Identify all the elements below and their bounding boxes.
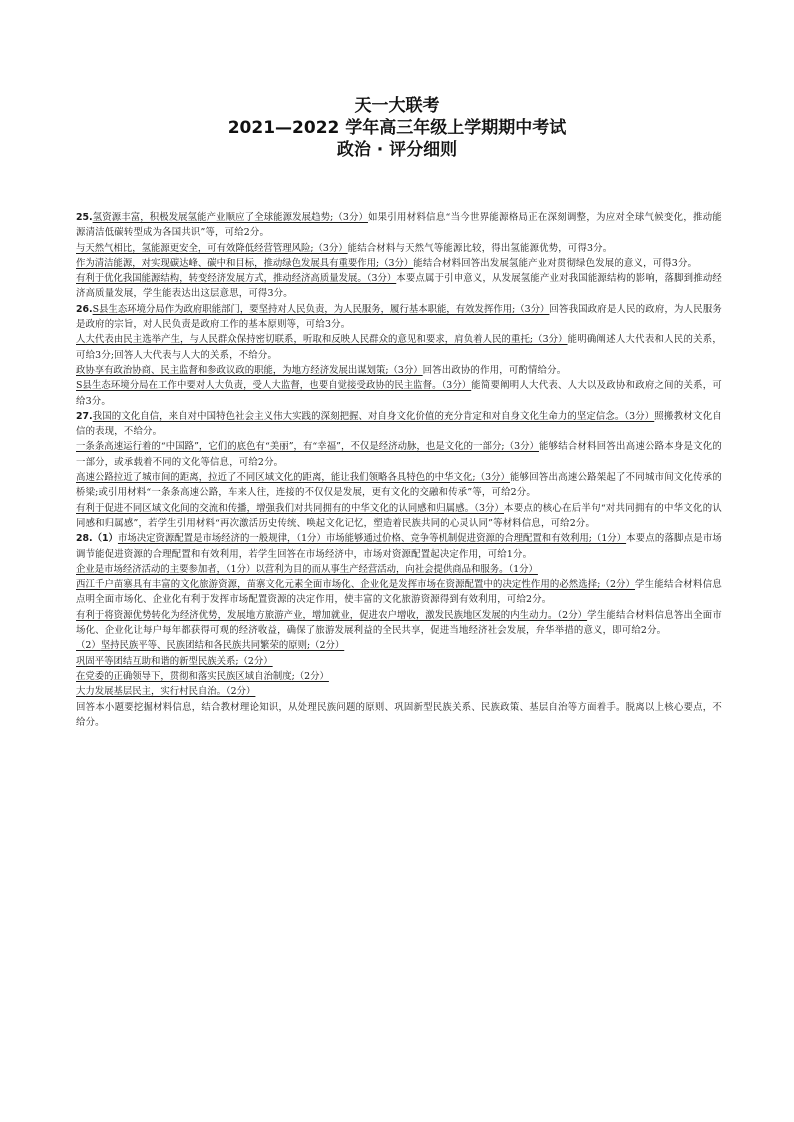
answer-point: S县生态环境分局在工作中要对人大负责，受人大监督，也要自觉接受政协的民主监督。（3分）: [76, 380, 472, 392]
answer-point: 西江千户苗寨具有丰富的文化旅游资源，苗寨文化元素全面市场化、企业化是发挥市场在资源配置中的决定性作用的必然选择;（2分）: [76, 579, 635, 591]
grading-note: 能够回答出高速公路架起了不同城市间文化传承的桥梁;或引用材料“一条条高速公路，车来人往，连接的不仅仅是发展，更有文化的交融和传承”等，可给2分。: [76, 472, 722, 499]
answer-point: 人大代表由民主选举产生，与人民群众保持密切联系，听取和反映人民群众的意见和要求，肩负着人民的重托;（3分）: [76, 334, 568, 346]
q28-point-5: [76, 638, 722, 653]
answer-point: 与天然气相比，氢能源更安全，可有效降低经营管理风险;（3分）: [76, 242, 348, 254]
grading-note: 能明确阐述人大代表和人民的关系，可给3分;回答人大代表与人大的关系，不给分。: [76, 334, 723, 361]
grading-note: 本要点的核心在后半句“对共同拥有的中华文化的认同感和归属感”，若学生引用材料“再次激活历史传统、唤起文化记忆，塑造着民族共同的心灵认同”等材料信息，可给2分。: [76, 502, 722, 529]
grading-note: 学生能结合材料信息答出全面市场化、企业化让每户每年都获得可观的经济收益，确保了旅游发展利益的全民共享，促进当地经济社会发展，弁华举措的意义，即可给2分。: [76, 609, 722, 637]
answer-point: 在党委的正确领导下，贯彻和落实民族区域自治制度;（2分）: [76, 670, 329, 682]
answer-point: 企业是市场经济活动的主要参加者，（1分）以营利为目的而从事生产经营活动，向社会提供商品和服务。（1分）: [76, 563, 538, 575]
answer-point: 有利于促进不同区域文化间的交流和传播，增强我们对共同拥有的中华文化的认同感和归属感。（3分）: [76, 502, 505, 514]
grading-note: 能够结合材料回答出高速公路本身是文化的一部分，或承载着不同的文化等信息，可给2分。: [76, 441, 722, 468]
grading-note: 如果引用材料信息“当今世界能源格局正在深刻调整，为应对全球气候变化，推动能源清洁低碳转型成为各国共识”等，可给2分。: [76, 212, 722, 239]
answer-point: 一条条高速运行着的“中国路”，它们的底色有“美丽”，有“幸福”，不仅是经济动脉，也是文化的一部分;（3分）: [76, 441, 539, 453]
grading-note: 回答我国政府是人民的政府，为人民服务是政府的宗旨，对人民负责是政府工作的基本原则等，可给3分。: [76, 303, 722, 331]
q25-point-3: [76, 256, 722, 271]
question-number: 26.: [76, 303, 93, 315]
question-25: [76, 210, 722, 302]
q25-point-2: [76, 241, 722, 256]
answer-point: 市场决定资源配置是市场经济的一般规律，（1分）市场能够通过价格、竞争等机制促进资源的合理配置和有效利用;（1分）: [117, 533, 627, 545]
grading-note: 能结合材料与天然气等能源比较，得出氢能源优势，可得3分。: [347, 242, 613, 254]
q25-point-1: [76, 210, 722, 241]
q28-point-7: [76, 669, 722, 684]
grading-note: 能结合材料回答出发展氢能产业对贯彻绿色发展的意义，可得3分。: [413, 257, 698, 269]
answer-point: S县生态环境分局作为政府职能部门，要坚持对人民负责，为人民服务，履行基本职能，有效发挥作用;（3分）: [92, 303, 550, 315]
grading-note: 本要点的落脚点是市场调节能促进资源的合理配置和有效利用，若学生回答在市场经济中，市场对资源配置起决定作用，可给1分。: [76, 533, 722, 560]
answer-point: 我国的文化自信，来自对中国特色社会主义伟大实践的深刻把握、对自身文化价值的充分肯定和对自身文化生命力的坚定信念。（3分）: [92, 410, 655, 422]
q28-point-8: [76, 684, 722, 699]
q25-point-4: [76, 271, 722, 302]
answer-point: 高速公路拉近了城市间的距离，拉近了不同区域文化的距离，能让我们领略各具特色的中华文化;（3分）: [76, 472, 510, 484]
q28-point-2: [76, 562, 722, 577]
q26-point-1: [76, 302, 722, 333]
grading-note: 照搬教材文化自信的表现，不给分。: [76, 410, 722, 438]
answer-point: 巩固平等团结互助和谐的新型民族关系;（2分）: [76, 655, 273, 667]
answer-point: 作为清洁能源，对实现碳达峰、碳中和目标，推动绿色发展具有重要作用;（3分）: [76, 257, 414, 269]
q28-point-1: [76, 531, 722, 562]
exam-alliance-title: 天一大联考: [354, 96, 440, 116]
q27-point-2: [76, 439, 722, 470]
question-28: [76, 531, 722, 730]
answer-point: 有利于将资源优势转化为经济优势，发展地方旅游产业，增加就业，促进农户增收，激发民族地区发展的内生动力。（2分）: [76, 609, 588, 621]
grading-note: 能简要阐明人大代表、人大以及政协和政府之间的关系，可给3分。: [76, 380, 722, 407]
sub-question-label: （1）: [92, 533, 118, 545]
question-26: [76, 302, 722, 409]
document-header: [0, 95, 794, 161]
exam-title: 2021—2022 学年高三年级上学期期中考试: [227, 118, 567, 138]
q26-point-4: [76, 378, 722, 409]
answer-point: 政协享有政治协商、民主监督和参政议政的职能，为地方经济发展出谋划策;（3分）: [76, 364, 423, 376]
question-27: [76, 409, 722, 531]
q28-point-6: [76, 654, 722, 669]
grading-note: 回答本小题要挖掘材料信息，结合教材理论知识，从处理民族问题的原则、巩固新型民族关系、民族政策、基层自治等方面着手。脱离以上核心要点，不给分。: [76, 701, 722, 728]
subject-title: 政治 · 评分细则: [336, 140, 458, 160]
q28-point-3: [76, 577, 722, 608]
answer-point: 大力发展基层民主，实行村民自治。（2分）: [76, 686, 256, 698]
q26-point-2: [76, 332, 722, 363]
grading-rubric-body: [76, 210, 722, 730]
grading-note: 回答出政协的作用，可酌情给分。: [422, 364, 567, 376]
q26-point-3: [76, 363, 722, 378]
q27-point-3: [76, 470, 722, 501]
grading-note: 学生能结合材料信息点明全面市场化、企业化有利于发挥市场配置资源的决定作用，使丰富的文化旅游资源得到有效利用，可给2分。: [76, 579, 722, 606]
answer-point: 有利于优化我国能源结构，转变经济发展方式，推动经济高质量发展。（3分）: [76, 273, 397, 285]
answer-point: 氢资源丰富，积极发展氢能产业顺应了全球能源发展趋势;（3分）: [92, 212, 368, 223]
question-number: 28.: [76, 533, 93, 545]
question-number: 27.: [76, 410, 93, 422]
sub-question-label: （2）: [76, 640, 101, 652]
q27-point-1: [76, 409, 722, 440]
grading-note: 本要点属于引申意义，从发展氢能产业对我国能源结构的影响，落脚到推动经济高质量发展，学生能表达出这层意思，可得3分。: [76, 273, 722, 300]
question-number: 25.: [76, 212, 93, 223]
q28-final-note: [76, 700, 722, 731]
answer-point: 坚持民族平等、民族团结和各民族共同繁荣的原则;（2分）: [100, 640, 345, 652]
q28-point-4: [76, 608, 722, 639]
q27-point-4: [76, 501, 722, 532]
